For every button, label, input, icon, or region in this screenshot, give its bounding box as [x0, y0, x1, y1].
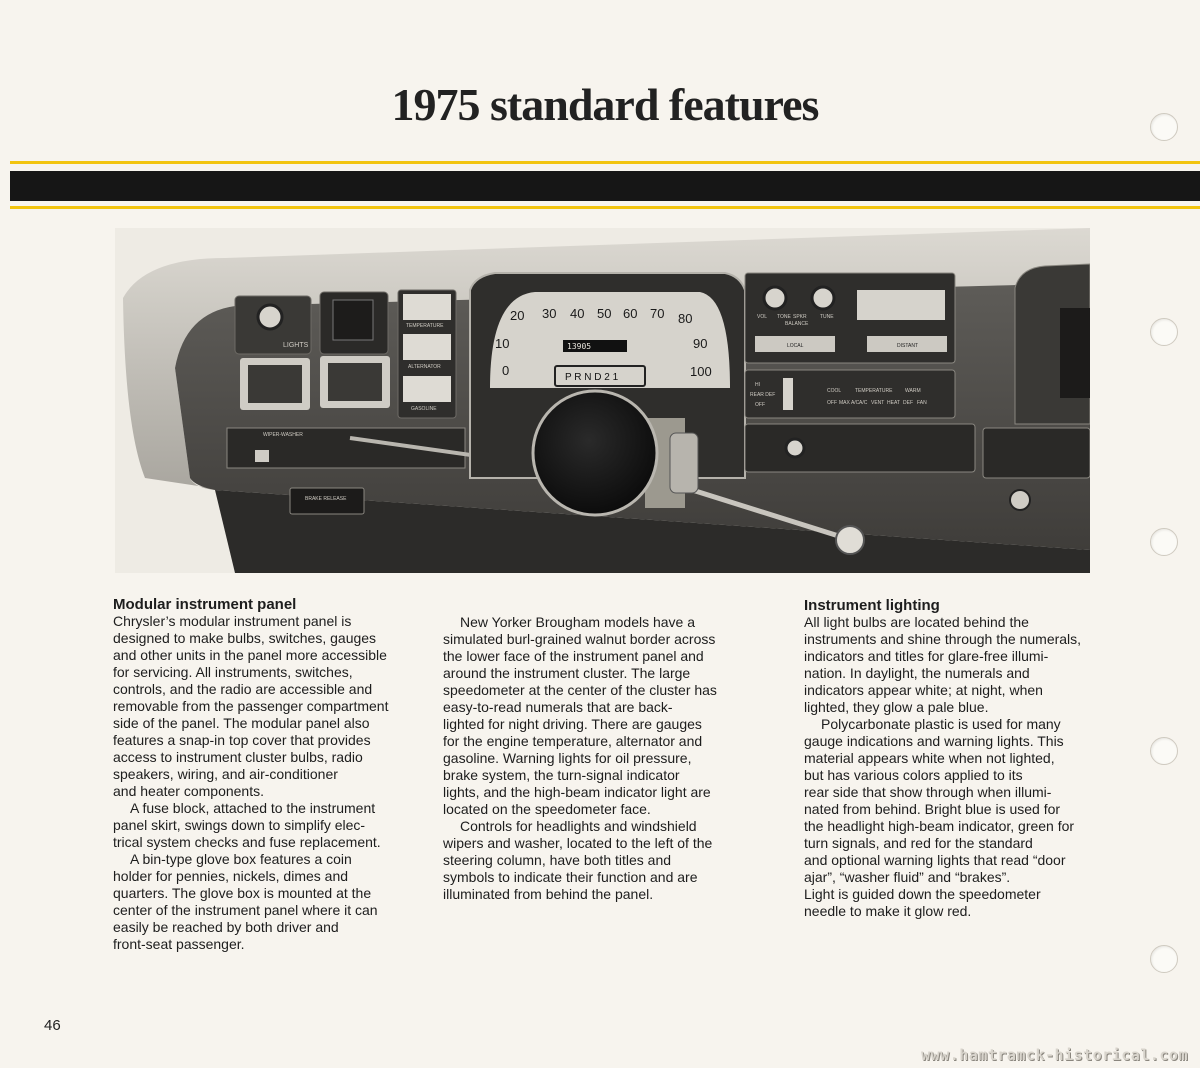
paragraph: New Yorker Brougham models have a simulated burl-grained walnut border across the lower face of the instrument panel and around the instrument cluster. The large speedometer at the center of the cluster has easy-to-read numerals that are back- lighted for night driving. There are gauges for the engine temperature, alternator and gasoline. Warning lights for oil pressure, brake system, the turn-signal indicator lights, and the high-beam indicator light are located on the speedometer face. [443, 614, 717, 817]
heading-modular-instrument-panel: Modular instrument panel [113, 596, 297, 613]
climate-heat: HEAT [887, 400, 900, 406]
climate-off: OFF [827, 400, 837, 406]
binder-hole [1150, 318, 1178, 346]
yellow-rule-bottom [10, 206, 1200, 209]
speedo-90: 90 [693, 336, 708, 351]
radio-tune: TUNE [820, 314, 834, 320]
yellow-rule-top [10, 161, 1200, 164]
speedo-40: 40 [570, 306, 585, 321]
rear-def-label: REAR DEF [750, 392, 776, 398]
watermark: www.hamtramck-historical.com [921, 1046, 1188, 1064]
lights-label: LIGHTS [283, 342, 309, 349]
speedo-100: 100 [690, 364, 712, 379]
radio-local: LOCAL [787, 343, 804, 349]
radio-distant: DISTANT [897, 343, 919, 349]
column-instrument-lighting [804, 597, 1124, 920]
gear-indicator: P R N D 2 1 [565, 372, 619, 383]
climate-max-ac: MAX A/C [839, 400, 860, 406]
speedo-30: 30 [542, 306, 557, 321]
gauge-label-alternator: ALTERNATOR [408, 364, 441, 370]
binder-hole [1150, 113, 1178, 141]
column-walnut-border [443, 614, 753, 903]
odometer: 13905 [567, 342, 592, 351]
gauge-label-gasoline: GASOLINE [411, 406, 437, 412]
climate-cool: COOL [827, 388, 842, 394]
speedo-10: 10 [495, 336, 510, 351]
speedo-0: 0 [502, 363, 510, 378]
paragraph: A fuse block, attached to the instrument panel skirt, swings down to simplify elec- trical system checks and fuse replacement. [113, 800, 381, 850]
climate-warm: WARM [905, 388, 921, 394]
heading-instrument-lighting: Instrument lighting [804, 597, 940, 614]
paragraph: Chrysler’s modular instrument panel is designed to make bulbs, switches, gauges and other units in the panel more accessible for servicing. All instruments, switches, controls, and the radio are accessible and removable from the passenger compartment side of the panel. The modular panel also features a snap-in top cover that provides access to instrument cluster bulbs, radio speakers, wiring, and air-conditioner and heater components. [113, 613, 389, 799]
paragraph: Polycarbonate plastic is used for many gauge indications and warning lights. This material appears white when not lighted, but has various colors applied to its rear side that show through when illumi- nated from behind. Bright blue is used for the headlight high-beam indicator, green for turn signals, and red for the standard and optional warning lights that read “door ajar”, “washer fluid” and “brakes”. Light is guided down the speedometer needle to make it glow red. [804, 716, 1075, 919]
black-band [10, 171, 1200, 201]
speedo-60: 60 [623, 306, 638, 321]
speedo-80: 80 [678, 311, 693, 326]
rear-def-hi: HI [755, 382, 760, 388]
climate-fan: FAN [917, 400, 927, 406]
speedo-70: 70 [650, 306, 665, 321]
page-number: 46 [44, 1017, 61, 1034]
radio-vol: VOL [757, 314, 768, 320]
radio-balance: BALANCE [785, 321, 809, 327]
gauge-label-temperature: TEMPERATURE [406, 323, 444, 329]
radio-spkr: SPKR [793, 314, 807, 320]
wiper-label: WIPER-WASHER [263, 432, 303, 438]
paragraph: A bin-type glove box features a coin holder for pennies, nickels, dimes and quarters. The glove box is mounted at the center of the instrument panel where it can easily be reached by both driver and front-seat passenger. [113, 851, 378, 952]
paragraph: Controls for headlights and windshield wipers and washer, located to the left of the steering column, have both titles and symbols to indicate their function and are illuminated from behind the panel. [443, 818, 713, 902]
brake-release-label: BRAKE RELEASE [305, 496, 347, 502]
page-title: 1975 standard features [391, 79, 819, 130]
binder-hole [1150, 737, 1178, 765]
paragraph: All light bulbs are located behind the instruments and shine through the numerals, indicators and titles for glare-free illumi- nation. In daylight, the numerals and indicators appear white; at night, when lighted, they glow a pale blue. [804, 614, 1082, 715]
column-modular-instrument-panel [113, 596, 423, 953]
radio-tone: TONE [777, 314, 791, 320]
binder-hole [1150, 945, 1178, 973]
rear-def-off: OFF [755, 402, 765, 408]
climate-vent: VENT [871, 400, 885, 406]
speedo-20: 20 [510, 308, 525, 323]
speedo-50: 50 [597, 306, 612, 321]
climate-def: DEF [903, 400, 913, 406]
climate-ac: A/C [859, 400, 868, 406]
binder-hole [1150, 528, 1178, 556]
climate-temperature: TEMPERATURE [855, 388, 893, 394]
instrument-panel-photo [115, 228, 1090, 573]
